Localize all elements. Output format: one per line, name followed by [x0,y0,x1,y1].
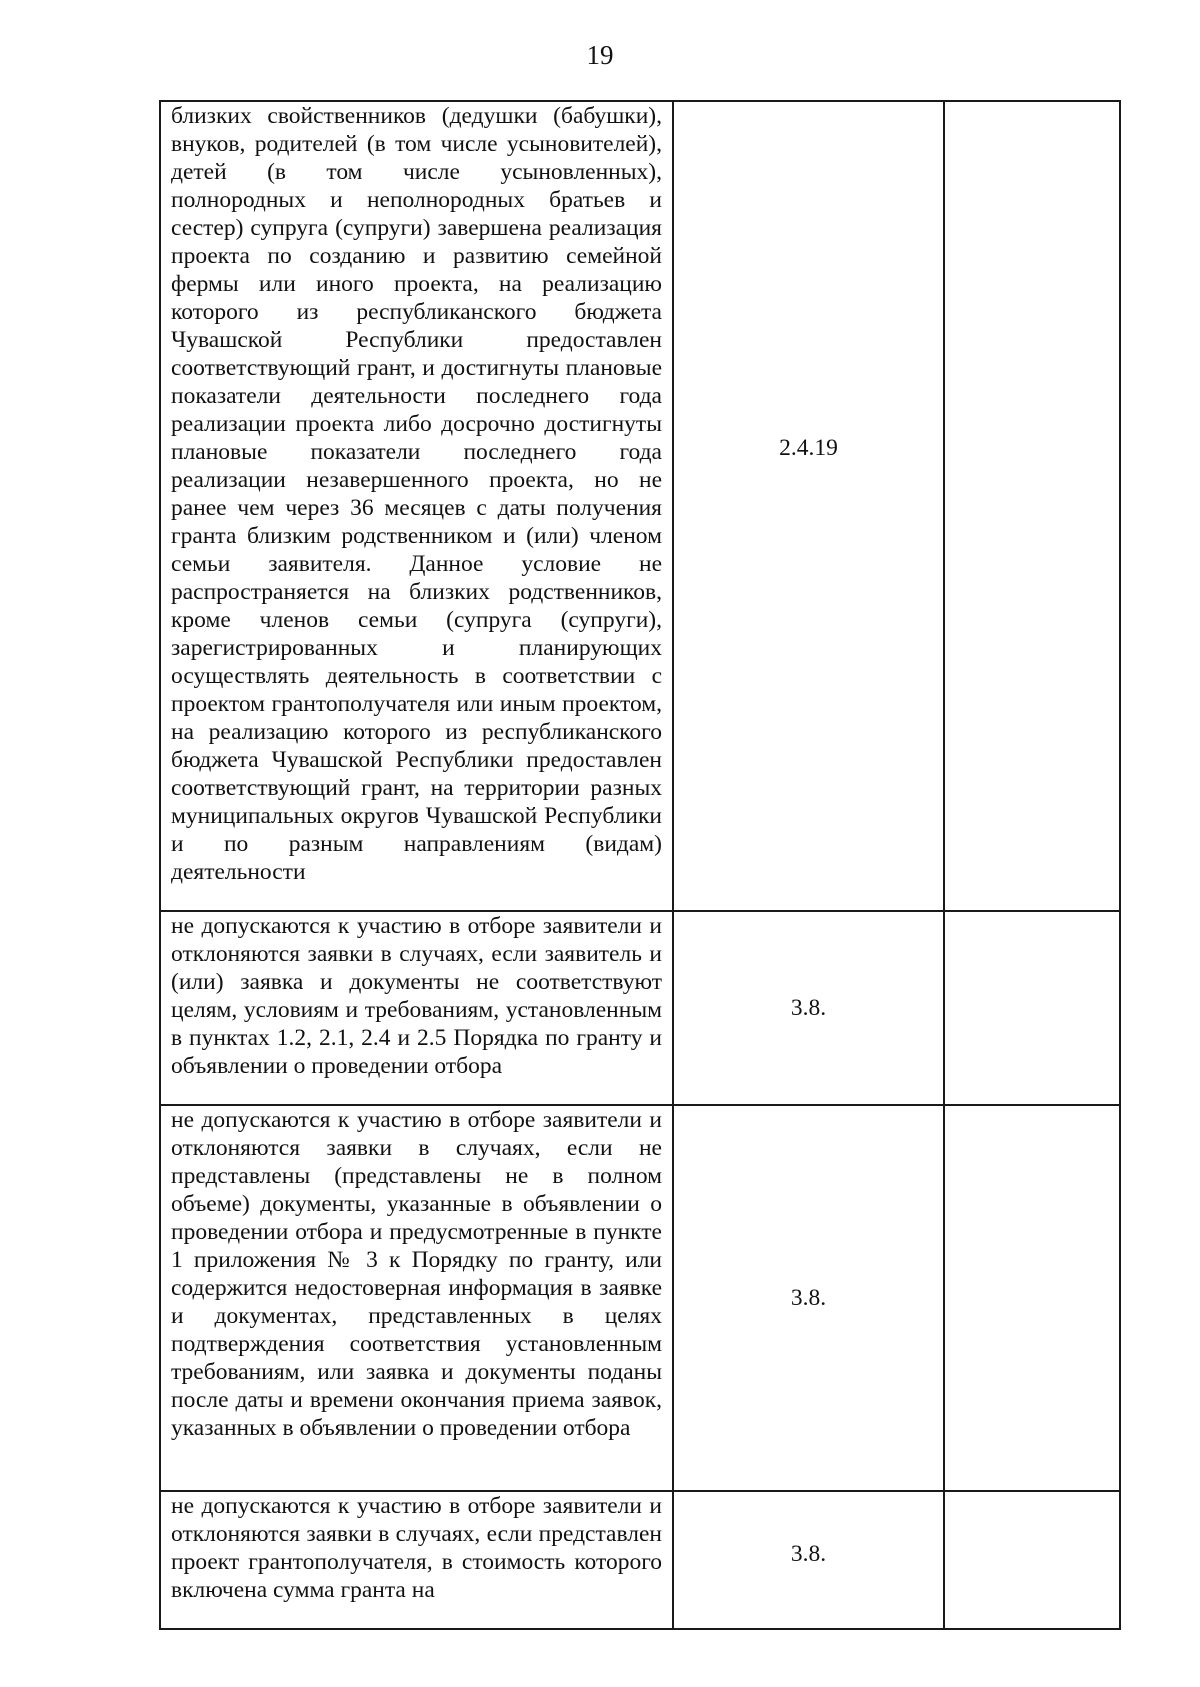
table-row [160,1491,1120,1629]
condition-text-cell: не допускаются к участию в отборе заявители и отклоняются заявки в случаях, если заявитель и (или) заявка и документы не соответствуют целям, условиям и требованиям, установленным в пунктах 1.2, 2.1, 2.4 и 2.5 Порядка по гранту и объявлении о проведении отбора [160,911,673,1105]
reference-cell [673,1491,944,1629]
requirements-table [159,100,1121,1630]
condition-text-cell: не допускаются к участию в отборе заявители и отклоняются заявки в случаях, если представлен проект грантополучателя, в стоимость которого включена сумма гранта на [160,1491,673,1629]
page-number: 19 [586,40,614,70]
table-row [160,911,1120,1105]
reference-cell [673,1105,944,1491]
empty-cell [944,1491,1120,1629]
reference-number: 2.4.19 [779,435,838,461]
reference-number: 3.8. [790,1285,827,1311]
empty-cell [944,911,1120,1105]
reference-number: 3.8. [790,1541,827,1567]
condition-text-cell: не допускаются к участию в отборе заявители и отклоняются заявки в случаях, если не представлены (представлены не в полном объеме) документы, указанные в объявлении о проведении отбора и предусмотренные в пункте 1 приложения № 3 к Порядку по гранту, или содержится недостоверная информация в заявке и документах, представленных в целях подтверждения соответствия установленным требованиям, или заявка и документы поданы после даты и времени окончания приема заявок, указанных в объявлении о проведении отбора [160,1105,673,1491]
empty-cell [944,101,1120,911]
empty-cell [944,1105,1120,1491]
reference-cell [673,101,944,911]
condition-text-cell: близких свойственников (дедушки (бабушки), внуков, родителей (в том числе усыновителей), детей (в том числе усыновленных), полнородных и неполнородных братьев и сестер) супруга (супруги) завершена реализация проекта по созданию и развитию семейной фермы или иного проекта, на реализацию которого из республиканского бюджета Чувашской Республики предоставлен соответствующий грант, и достигнуты плановые показатели деятельности последнего года реализации проекта либо досрочно достигнуты плановые показатели последнего года реализации незавершенного проекта, но не ранее чем через 36 месяцев с даты получения гранта близким родственником и (или) членом семьи заявителя. Данное условие не распространяется на близких родственников, кроме членов семьи (супруга (супруги), зарегистрированных и планирующих осуществлять деятельность в соответствии с проектом грантополучателя или иным проектом, на реализацию которого из республиканского бюджета Чувашской Республики предоставлен соответствующий грант, на территории разных муниципальных округов Чувашской Республики и по разным направлениям (видам) деятельности [160,101,673,911]
table-row [160,101,1120,911]
reference-number: 3.8. [790,995,827,1021]
reference-cell [673,911,944,1105]
table-row [160,1105,1120,1491]
